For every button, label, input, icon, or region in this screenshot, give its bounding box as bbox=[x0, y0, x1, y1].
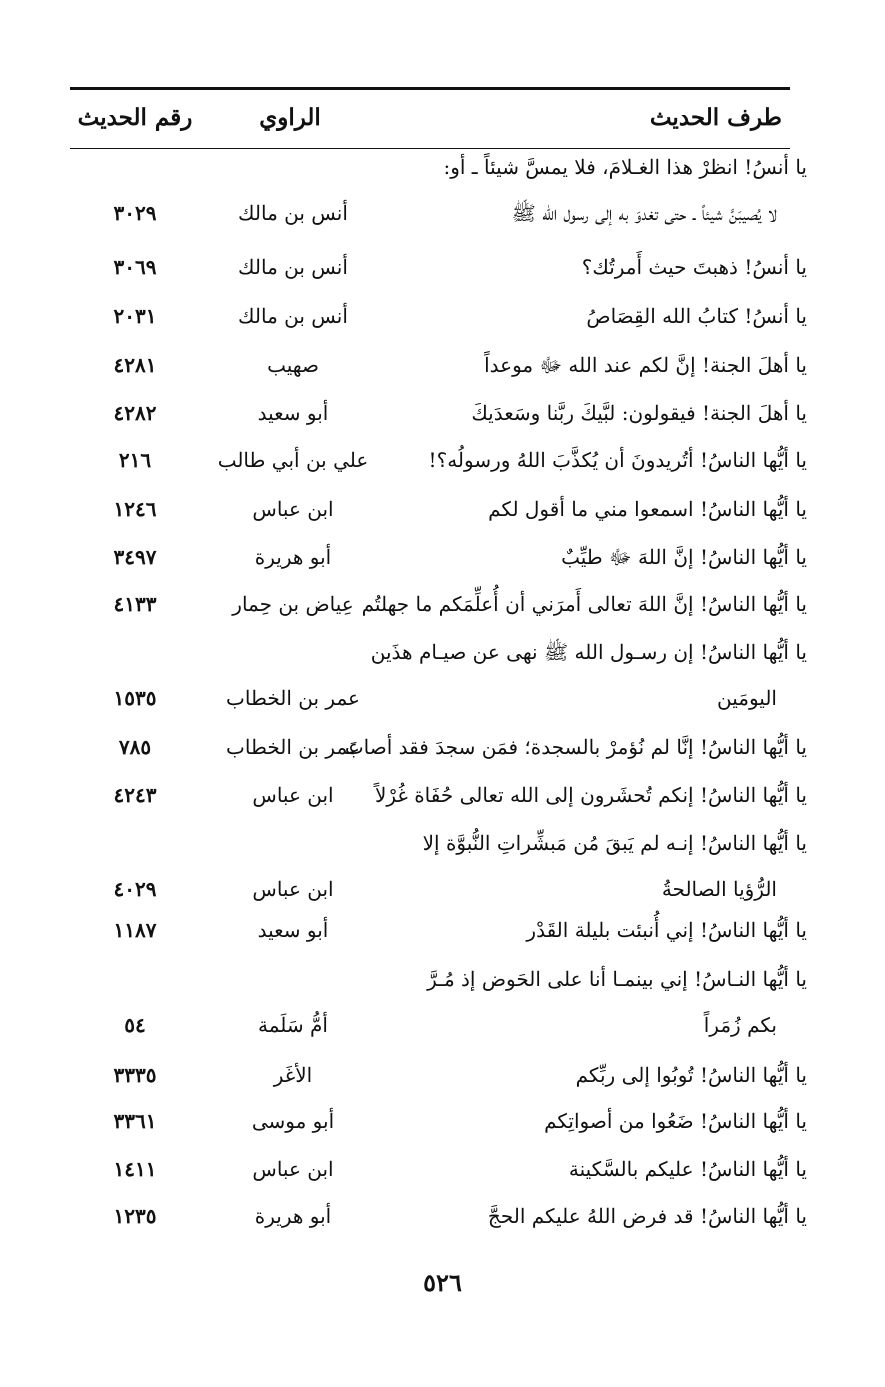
page-number: ٥٢٦ bbox=[423, 1268, 462, 1297]
hadith-text: يا أنسُ! ذهبتَ حيث أَمرتُك؟ bbox=[581, 255, 807, 279]
hadith-number: ٢١٦ bbox=[118, 448, 152, 472]
narrator-name: أبو سعيد bbox=[257, 918, 329, 942]
column-header-hadith: طرف الحديث bbox=[649, 104, 782, 131]
column-header-narrator: الراوي bbox=[259, 104, 321, 131]
hadith-number: ١٤١١ bbox=[113, 1157, 157, 1181]
narrator-name: أنس بن مالك bbox=[238, 255, 348, 279]
narrator-name: الأغَر bbox=[273, 1063, 313, 1087]
hadith-number: ٣٣٣٥ bbox=[113, 1063, 157, 1087]
hadith-text: يا أيُّها الناسُ! إنَّ اللهَ ﷻ طيِّبٌ bbox=[561, 545, 807, 569]
hadith-text: يا أيُّها الناسُ! إن رسـول الله ﷺ نهى عن صيـام هذَين bbox=[370, 640, 807, 664]
hadith-text: يا أيُّها الناسُ! إنَّا لم نُؤمرْ بالسجدة؛ فمَن سجدَ فقد أصابَ bbox=[344, 735, 807, 759]
hadith-text: يا أنسُ! انظرْ هذا الغـلامَ، فلا يمسَّ شيئاً ـ أو: bbox=[443, 155, 807, 179]
hadith-number: ٤١٣٣ bbox=[113, 592, 157, 616]
hadith-text-continuation: الرُّؤيا الصالحةُ bbox=[661, 877, 777, 901]
hadith-text-continuation: لا يُصيبَنَّ شيئاً ـ حتى تغدوَ به إلى رسول الله ﷺ bbox=[511, 201, 777, 225]
hadith-text-continuation: اليومَين bbox=[717, 686, 777, 710]
hadith-number: ٤٢٨١ bbox=[113, 353, 157, 377]
hadith-text: يا أيُّها الناسُ! ضَعُوا من أصواتِكم bbox=[544, 1109, 807, 1133]
hadith-text: يا أيُّها الناسُ! اسمعوا مني ما أقول لكم bbox=[488, 497, 807, 521]
narrator-name: ابن عباس bbox=[252, 497, 334, 521]
hadith-number: ٣٣٦١ bbox=[113, 1109, 157, 1133]
narrator-name: صهيب bbox=[267, 353, 319, 377]
hadith-number: ٢٠٣١ bbox=[113, 304, 157, 328]
narrator-name: أنس بن مالك bbox=[238, 201, 348, 225]
hadith-number: ٤٢٨٢ bbox=[113, 401, 157, 425]
narrator-name: أبو هريرة bbox=[254, 545, 332, 569]
narrator-name: أنس بن مالك bbox=[238, 304, 348, 328]
narrator-name: علي بن أبي طالب bbox=[217, 448, 369, 472]
narrator-name: أبو سعيد bbox=[257, 401, 329, 425]
hadith-text: يا أيُّها الناسُ! تُوبُوا إلى ربِّكم bbox=[575, 1063, 807, 1087]
hadith-number: ٤٠٢٩ bbox=[113, 877, 157, 901]
hadith-text: يا أيُّها الناسُ! إنَّ اللهَ تعالى أَمرَني أن أُعلِّمَكم ما جهلتُم bbox=[361, 592, 807, 616]
hadith-text: يا أيُّها الناسُ! عليكم بالسَّكينة bbox=[568, 1157, 807, 1181]
hadith-number: ١٢٤٦ bbox=[113, 497, 157, 521]
narrator-name: أمُّ سَلَمة bbox=[258, 1013, 328, 1037]
column-header-number: رقم الحديث bbox=[77, 104, 193, 131]
hadith-text: يا أيُّها الناسُ! إني أُنبئت بليلة القَدْر bbox=[526, 918, 807, 942]
hadith-text: يا أيُّها الناسُ! إنكم تُحشَرون إلى الله تعالى حُفَاة غُرْلاً bbox=[374, 783, 807, 807]
hadith-number: ١١٨٧ bbox=[113, 918, 157, 942]
hadith-number: ٤٢٤٣ bbox=[113, 783, 157, 807]
hadith-number: ٣٠٢٩ bbox=[113, 201, 157, 225]
hadith-number: ٧٨٥ bbox=[118, 735, 152, 759]
narrator-name: عمر بن الخطاب bbox=[226, 735, 360, 759]
narrator-name: عِياض بن حِمار bbox=[232, 592, 354, 616]
hadith-number: ١٢٣٥ bbox=[113, 1204, 157, 1228]
narrator-name: عمر بن الخطاب bbox=[226, 686, 360, 710]
hadith-number: ٥٤ bbox=[124, 1013, 146, 1037]
hadith-number: ٣٠٦٩ bbox=[113, 255, 157, 279]
narrator-name: ابن عباس bbox=[252, 877, 334, 901]
hadith-text: يا أهلَ الجنة! إنَّ لكم عند الله ﷻ موعداً bbox=[484, 353, 807, 377]
narrator-name: أبو موسى bbox=[251, 1109, 335, 1133]
hadith-text: يا أنسُ! كتابُ الله القِصَاصُ bbox=[586, 304, 807, 328]
hadith-text-continuation: بكم زُمَراً bbox=[703, 1013, 777, 1037]
hadith-text: يا أيُّها الناسُ! أتُريدونَ أن يُكذَّبَ اللهُ ورسولُه؟! bbox=[428, 448, 807, 472]
hadith-text: يا أيُّها النـاسُ! إني بينمـا أنا على الحَوض إذ مُـرَّ bbox=[427, 967, 807, 991]
narrator-name: ابن عباس bbox=[252, 1157, 334, 1181]
hadith-text: يا أيُّها الناسُ! إنـه لم يَبقَ مُن مَبشِّراتِ النُّبوَّة إلا bbox=[422, 831, 807, 855]
hadith-text: يا أهلَ الجنة! فيقولون: لبَّيكَ ربَّنا وسَعدَيكَ bbox=[471, 401, 807, 425]
narrator-name: ابن عباس bbox=[252, 783, 334, 807]
narrator-name: أبو هريرة bbox=[254, 1204, 332, 1228]
hadith-number: ١٥٣٥ bbox=[113, 686, 157, 710]
hadith-text: يا أيُّها الناسُ! قد فرض اللهُ عليكم الحجَّ bbox=[487, 1204, 807, 1228]
hadith-number: ٣٤٩٧ bbox=[113, 545, 157, 569]
